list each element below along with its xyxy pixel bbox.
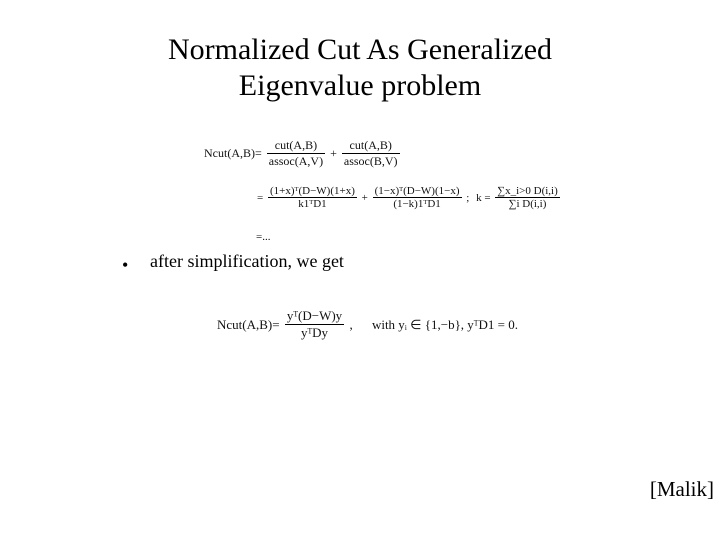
k-definition-lhs: k = — [476, 191, 491, 204]
plus-sign: + — [330, 146, 337, 160]
fraction-numerator: cut(A,B) — [342, 138, 400, 154]
title-line-1: Normalized Cut As Generalized — [167, 33, 553, 66]
fraction-denominator: ∑i D(i,i) — [508, 198, 547, 210]
citation: [Malik] — [649, 477, 714, 501]
semicolon: ; — [466, 191, 470, 204]
fraction-denominator: assoc(A,V) — [268, 154, 324, 168]
fraction-numerator: ∑x_i>0 D(i,i) — [497, 185, 558, 197]
fraction-numerator: (1−x)ᵀ(D−W)(1−x) — [374, 185, 460, 197]
fraction-numerator: (1+x)ᵀ(D−W)(1+x) — [269, 185, 355, 197]
ellipsis-equation — [256, 231, 270, 243]
fraction-denominator: k1ᵀD1 — [298, 198, 327, 210]
slide-title — [0, 32, 720, 104]
rayleigh-quotient-equation — [215, 308, 520, 341]
fraction-numerator: cut(A,B) — [267, 138, 325, 154]
title-line-2: Eigenvalue problem — [238, 69, 482, 102]
ellipsis-text: =... — [256, 231, 271, 243]
bullet-text: after simplification, we get — [150, 251, 344, 271]
rayleigh-fraction — [285, 308, 344, 341]
cut-assoc-b-fraction — [342, 138, 400, 169]
bullet-marker: • — [122, 255, 129, 275]
fraction-denominator: yᵀDy — [300, 325, 329, 340]
ncut-lhs: Ncut(A,B)= — [217, 316, 280, 332]
constraint-text: with yᵢ ∈ {1,−b}, yᵀD1 = 0. — [371, 316, 518, 332]
second-quadratic-fraction — [373, 185, 462, 210]
first-quadratic-fraction — [268, 185, 357, 210]
indicator-vector-equation — [255, 185, 560, 210]
ncut-lhs: Ncut(A,B)= — [204, 146, 262, 160]
equals-sign: = — [257, 191, 264, 204]
k-fraction — [495, 185, 559, 210]
cut-assoc-a-fraction — [267, 138, 325, 169]
fraction-denominator: assoc(B,V) — [343, 154, 398, 168]
plus-sign: + — [361, 191, 368, 204]
fraction-numerator: yᵀ(D−W)y — [286, 308, 343, 323]
ncut-definition-equation — [202, 138, 400, 169]
fraction-denominator: (1−k)1ᵀD1 — [393, 198, 441, 210]
comma: , — [349, 316, 353, 332]
